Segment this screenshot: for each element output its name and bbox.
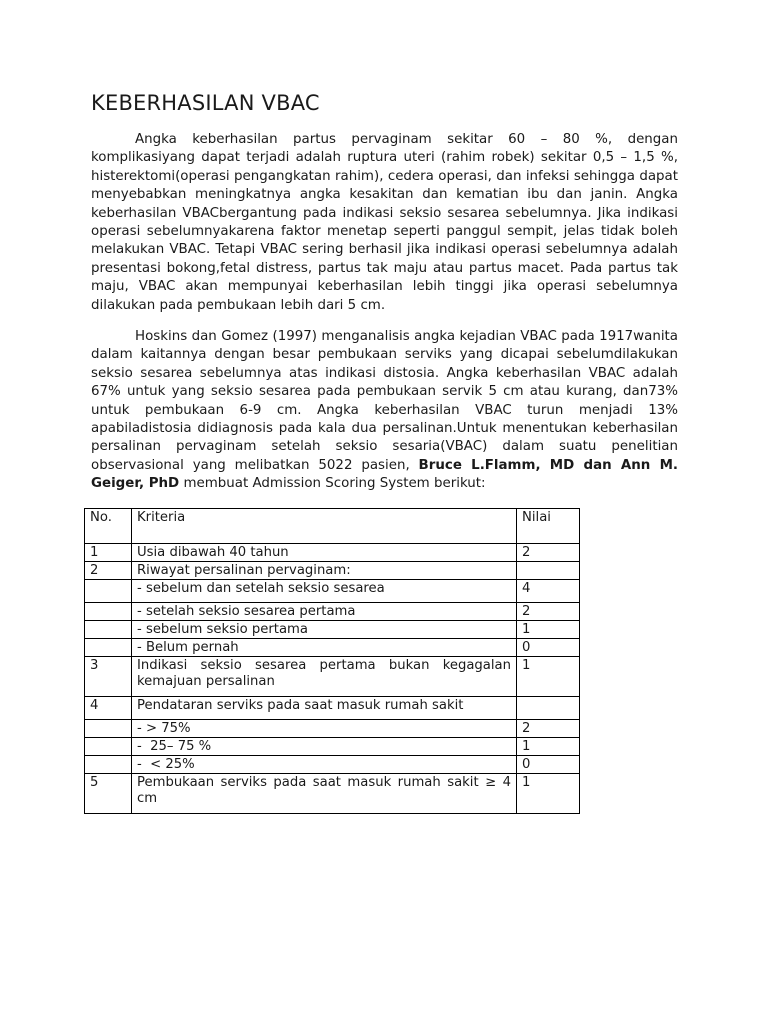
cell-nilai (517, 562, 580, 580)
table-row (85, 603, 580, 621)
cell-kriteria: Pendataran serviks pada saat masuk rumah sakit (132, 697, 517, 720)
cell-nilai: 1 (517, 621, 580, 639)
cell-kriteria: Pembukaan serviks pada saat masuk rumah sakit ≥ 4 cm (132, 774, 517, 814)
table-row (85, 544, 580, 562)
table-row (85, 639, 580, 657)
cell-kriteria: Riwayat persalinan pervaginam: (132, 562, 517, 580)
table-row (85, 720, 580, 738)
cell-nilai: 0 (517, 639, 580, 657)
header-no: No. (85, 509, 132, 544)
cell-nilai: 1 (517, 774, 580, 814)
admission-scoring-table (84, 508, 580, 814)
paragraph-study-authors: Bruce L.Flamm, MD dan Ann M. Geiger, PhD (91, 457, 678, 492)
cell-kriteria: - 25– 75 % (132, 738, 517, 756)
cell-no (85, 639, 132, 657)
table-row (85, 580, 580, 603)
cell-kriteria: - < 25% (132, 756, 517, 774)
table-row (85, 756, 580, 774)
header-nilai: Nilai (517, 509, 580, 544)
table-row (85, 774, 580, 814)
cell-nilai: 0 (517, 756, 580, 774)
table-row (85, 562, 580, 580)
cell-no (85, 756, 132, 774)
cell-kriteria: - sebelum dan setelah seksio sesarea (132, 580, 517, 603)
cell-no (85, 738, 132, 756)
cell-nilai: 1 (517, 657, 580, 697)
table-row (85, 657, 580, 697)
table-row (85, 738, 580, 756)
table-header-row (85, 509, 580, 544)
paragraph-success-rate: Angka keberhasilan partus pervaginam sekitar 60 – 80 %, dengan komplikasiyang dapat terjadi adalah ruptura uteri (rahim robek) sekitar 0,5 – 1,5 %, histerektomi(operasi pengangkatan rahim), cedera operasi, dan infeksi sehingga dapat menyebabkan meningkatnya angka kesakitan dan kematian ibu dan janin. Angka keberhasilan VBACbergantung pada indikasi seksio sesarea sebelumnya. Jika indikasi operasi sebelumnyakarena faktor menetap seperti panggul sempit, jelas tidak boleh melakukan VBAC. Tetapi VBAC sering berhasil jika indikasi operasi sebelumnya adalah presentasi bokong,fetal distress, partus tak maju atau partus macet. Pada partus tak maju, VBAC akan mempunyai keberhasilan lebih tinggi jika operasi sebelumnya dilakukan pada pembukaan lebih dari 5 cm. (91, 132, 678, 313)
cell-kriteria: Usia dibawah 40 tahun (132, 544, 517, 562)
cell-no (85, 621, 132, 639)
cell-kriteria: - Belum pernah (132, 639, 517, 657)
table-row (85, 621, 580, 639)
paragraph-study-text: Hoskins dan Gomez (1997) menganalisis angka kejadian VBAC pada 1917wanita dalam kaitannya dengan besar pembukaan serviks yang dicapai sebelumdilakukan seksio sesarea sebelumnya atas indikasi distosia. Angka keberhasilan VBAC adalah 67% untuk yang seksio sesarea pada pembukaan servik 5 cm atau kurang, dan73% untuk pembukaan 6-9 cm. Angka keberhasilan VBAC turun menjadi 13% apabiladistosia didiagnosis pada kala dua persalinan.Untuk menentukan keberhasilan persalinan pervaginam setelah seksio sesaria(VBAC) dalam suatu penelitian observasional yang melibatkan 5022 pasien, (91, 329, 678, 473)
cell-no: 1 (85, 544, 132, 562)
cell-nilai: 2 (517, 603, 580, 621)
cell-kriteria: - sebelum seksio pertama (132, 621, 517, 639)
cell-nilai: 4 (517, 580, 580, 603)
cell-nilai: 2 (517, 544, 580, 562)
cell-kriteria: - setelah seksio sesarea pertama (132, 603, 517, 621)
cell-kriteria: - > 75% (132, 720, 517, 738)
cell-kriteria: Indikasi seksio sesarea pertama bukan kegagalan kemajuan persalinan (132, 657, 517, 697)
cell-nilai: 2 (517, 720, 580, 738)
cell-no (85, 720, 132, 738)
table-row (85, 697, 580, 720)
cell-no: 2 (85, 562, 132, 580)
cell-no: 4 (85, 697, 132, 720)
cell-no (85, 580, 132, 603)
cell-no (85, 603, 132, 621)
cell-no: 3 (85, 657, 132, 697)
document-title: KEBERHASILAN VBAC (91, 91, 320, 115)
cell-no: 5 (85, 774, 132, 814)
paragraph-study-end: membuat Admission Scoring System berikut: (179, 476, 486, 492)
cell-nilai (517, 697, 580, 720)
header-kriteria: Kriteria (132, 509, 517, 544)
paragraph-study (91, 328, 678, 494)
cell-nilai: 1 (517, 738, 580, 756)
